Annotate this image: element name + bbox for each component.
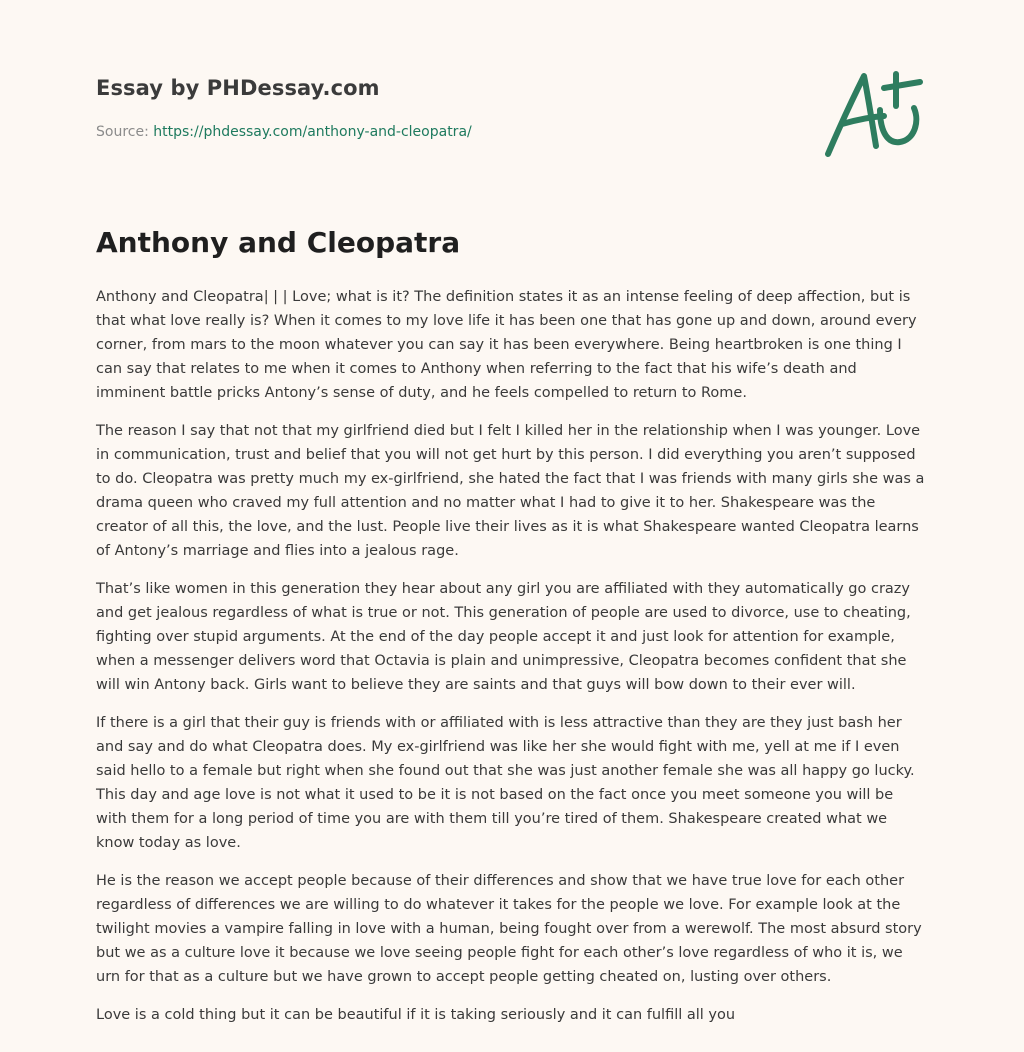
essay-page xyxy=(96,0,928,1023)
source-label: Source: xyxy=(96,124,154,140)
a-plus-logo-icon xyxy=(822,66,928,166)
essay-paragraph: The reason I say that not that my girlfriend died but I felt I killed her in the relationship when I was younger. Love in communication, trust and belief that you will not get hurt by this person. I did everything you aren’t supposed to do. Cleopatra was pretty much my ex-girlfriend, she hated the fact that I was friends with many girls she was a drama queen who craved my full attention and no matter what I had to give it to her. Shakespeare was the creator of all this, the love, and the lust. People live their lives as it is what Shakespeare wanted Cleopatra learns of Antony’s marriage and flies into a jealous rage. xyxy=(96,423,925,559)
essay-paragraph: Anthony and Cleopatra| | | Love; what is it? The definition states it as an intense feeling of deep affection, but is that what love really is? When it comes to my love life it has been one that has gone up and down, around every corner, from mars to the moon whatever you can say it has been everywhere. Being heartbroken is one thing I can say that relates to me when it comes to Anthony when referring to the fact that his wife’s death and imminent battle pricks Antony’s sense of duty, and he feels compelled to return to Rome. xyxy=(96,289,917,401)
essay-header xyxy=(96,0,928,200)
site-brand: Essay by PHDessay.com xyxy=(96,76,380,100)
essay-paragraph: That’s like women in this generation they hear about any girl you are affiliated with they automatically go crazy and get jealous regardless of what is true or not. This generation of people are used to divorce, use to cheating, fighting over stupid arguments. At the end of the day people accept it and just look for attention for example, when a messenger delivers word that Octavia is plain and unimpressive, Cleopatra becomes confident that she will win Antony back. Girls want to believe they are saints and that guys will bow down to their ever will. xyxy=(96,581,911,693)
essay-body xyxy=(96,285,928,1041)
essay-paragraph: He is the reason we accept people because of their differences and show that we have true love for each other regardless of differences we are willing to do whatever it takes for the people we love. For example look at the twilight movies a vampire falling in love with a human, being fought over from a werewolf. The most absurd story but we as a culture love it because we love seeing people fight for each other’s love regardless of who it is, we urn for that as a culture but we have grown to accept people getting cheated on, lusting over others. xyxy=(96,873,922,985)
essay-paragraph: If there is a girl that their guy is friends with or affiliated with is less attractive than they are they just bash her and say and do what Cleopatra does. My ex-girlfriend was like her she would fight with me, yell at me if I even said hello to a female but right when she found out that she was just another female she was all happy go lucky. This day and age love is not what it used to be it is not based on the fact once you meet someone you will be with them for a long period of time you are with them till you’re tired of them. Shakespeare created what we know today as love. xyxy=(96,715,915,851)
source-link[interactable]: https://phdessay.com/anthony-and-cleopatra/ xyxy=(153,124,472,140)
source-line xyxy=(96,124,472,140)
essay-title: Anthony and Cleopatra xyxy=(96,226,461,259)
essay-paragraph: Love is a cold thing but it can be beautiful if it is taking seriously and it can fulfill all you xyxy=(96,1007,736,1023)
